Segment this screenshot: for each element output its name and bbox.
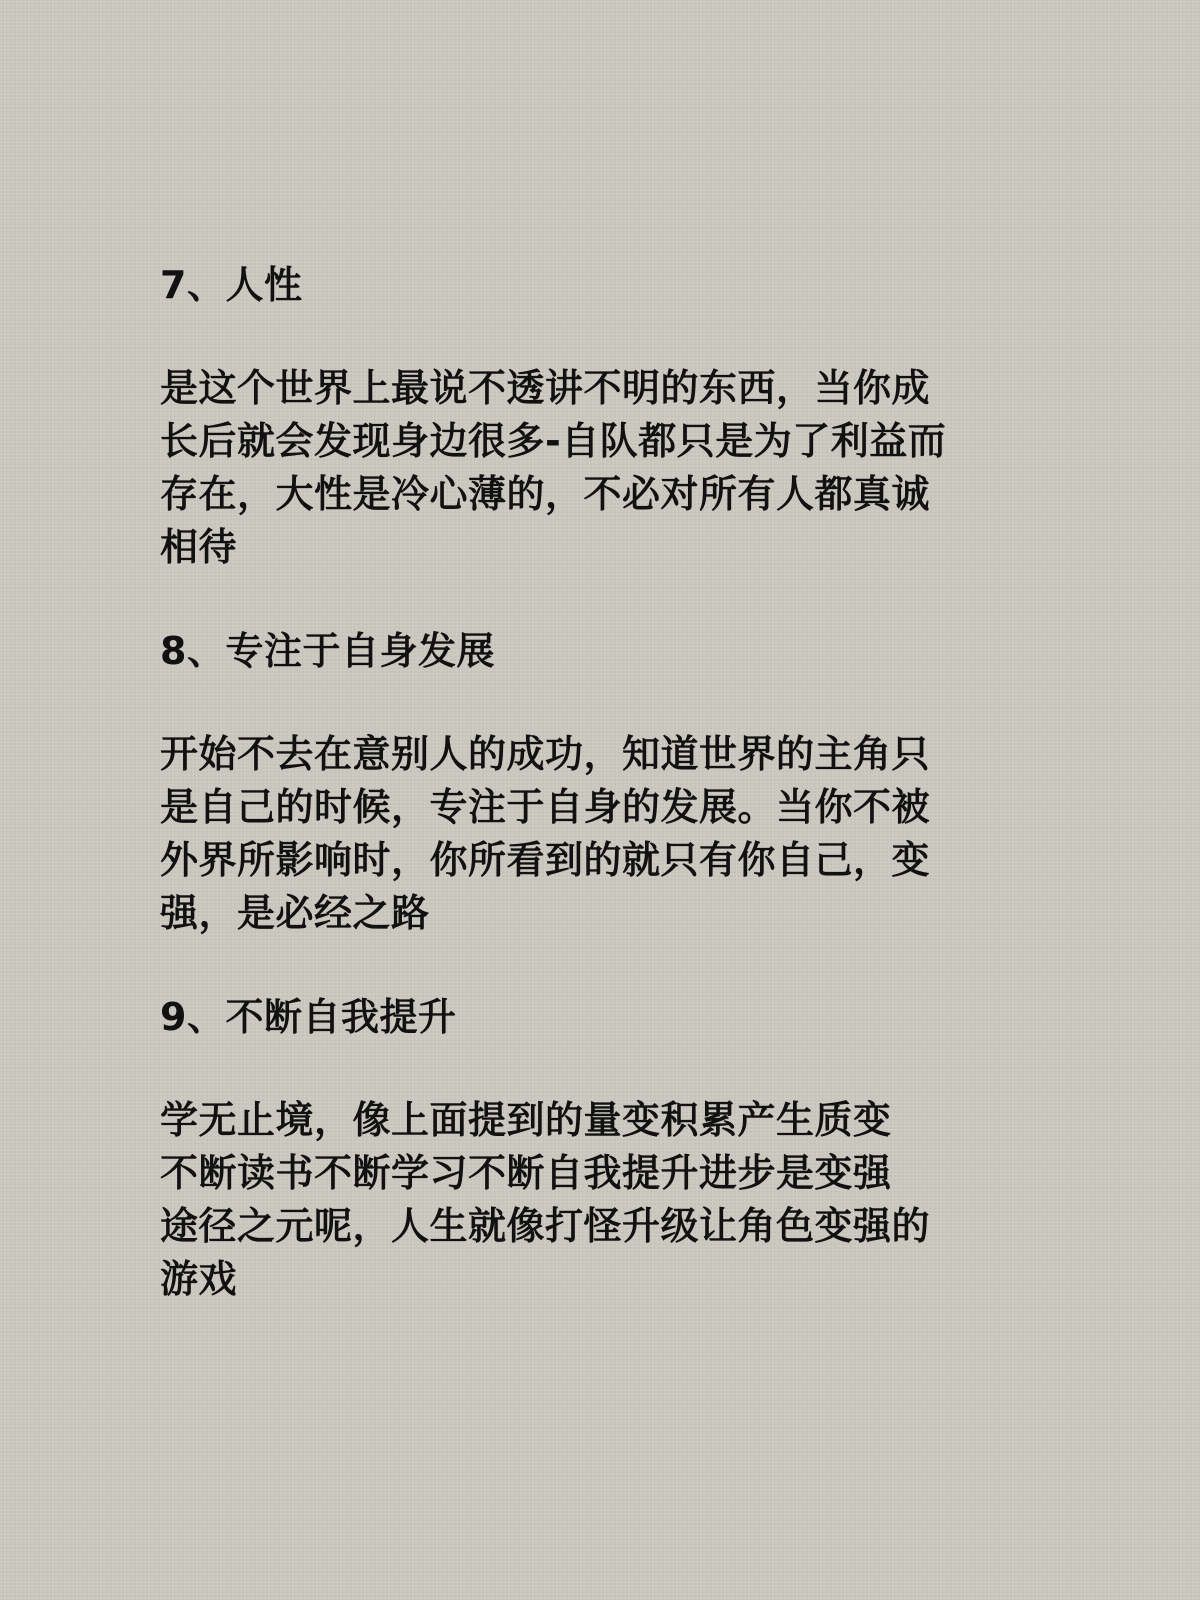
section-paragraph — [160, 728, 1020, 940]
section-paragraph — [160, 1094, 1020, 1306]
paragraph-line: 是自己的时候，专注于自身的发展。当你不被 — [160, 785, 931, 829]
paragraph-line: 强，是必经之路 — [160, 891, 430, 935]
paragraph-line: 长后就会发现身边很多-自队都只是为了利益而 — [160, 419, 947, 463]
article — [160, 258, 1020, 1356]
paragraph-line: 外界所影响时，你所看到的就只有你自己，变 — [160, 838, 931, 882]
paragraph-line: 存在，大性是冷心薄的，不必对所有人都真诚 — [160, 472, 931, 516]
paragraph-line: 不断读书不断学习不断自我提升进步是变强 — [160, 1151, 892, 1195]
paragraph-line: 途径之元呢，人生就像打怪升级让角色变强的 — [160, 1204, 931, 1248]
section-7 — [160, 258, 1020, 574]
section-8 — [160, 624, 1020, 940]
paragraph-line: 是这个世界上最说不透讲不明的东西，当你成 — [160, 366, 931, 410]
section-heading: 8、专注于自身发展 — [160, 629, 495, 673]
section-paragraph — [160, 362, 1020, 574]
section-heading: 7、人性 — [160, 263, 303, 307]
paragraph-line: 学无止境，像上面提到的量变积累产生质变 — [160, 1098, 892, 1142]
section-9 — [160, 990, 1020, 1306]
paragraph-line: 开始不去在意别人的成功，知道世界的主角只 — [160, 732, 931, 776]
section-heading: 9、不断自我提升 — [160, 995, 457, 1039]
paragraph-line: 游戏 — [160, 1257, 238, 1301]
paragraph-line: 相待 — [160, 525, 238, 569]
